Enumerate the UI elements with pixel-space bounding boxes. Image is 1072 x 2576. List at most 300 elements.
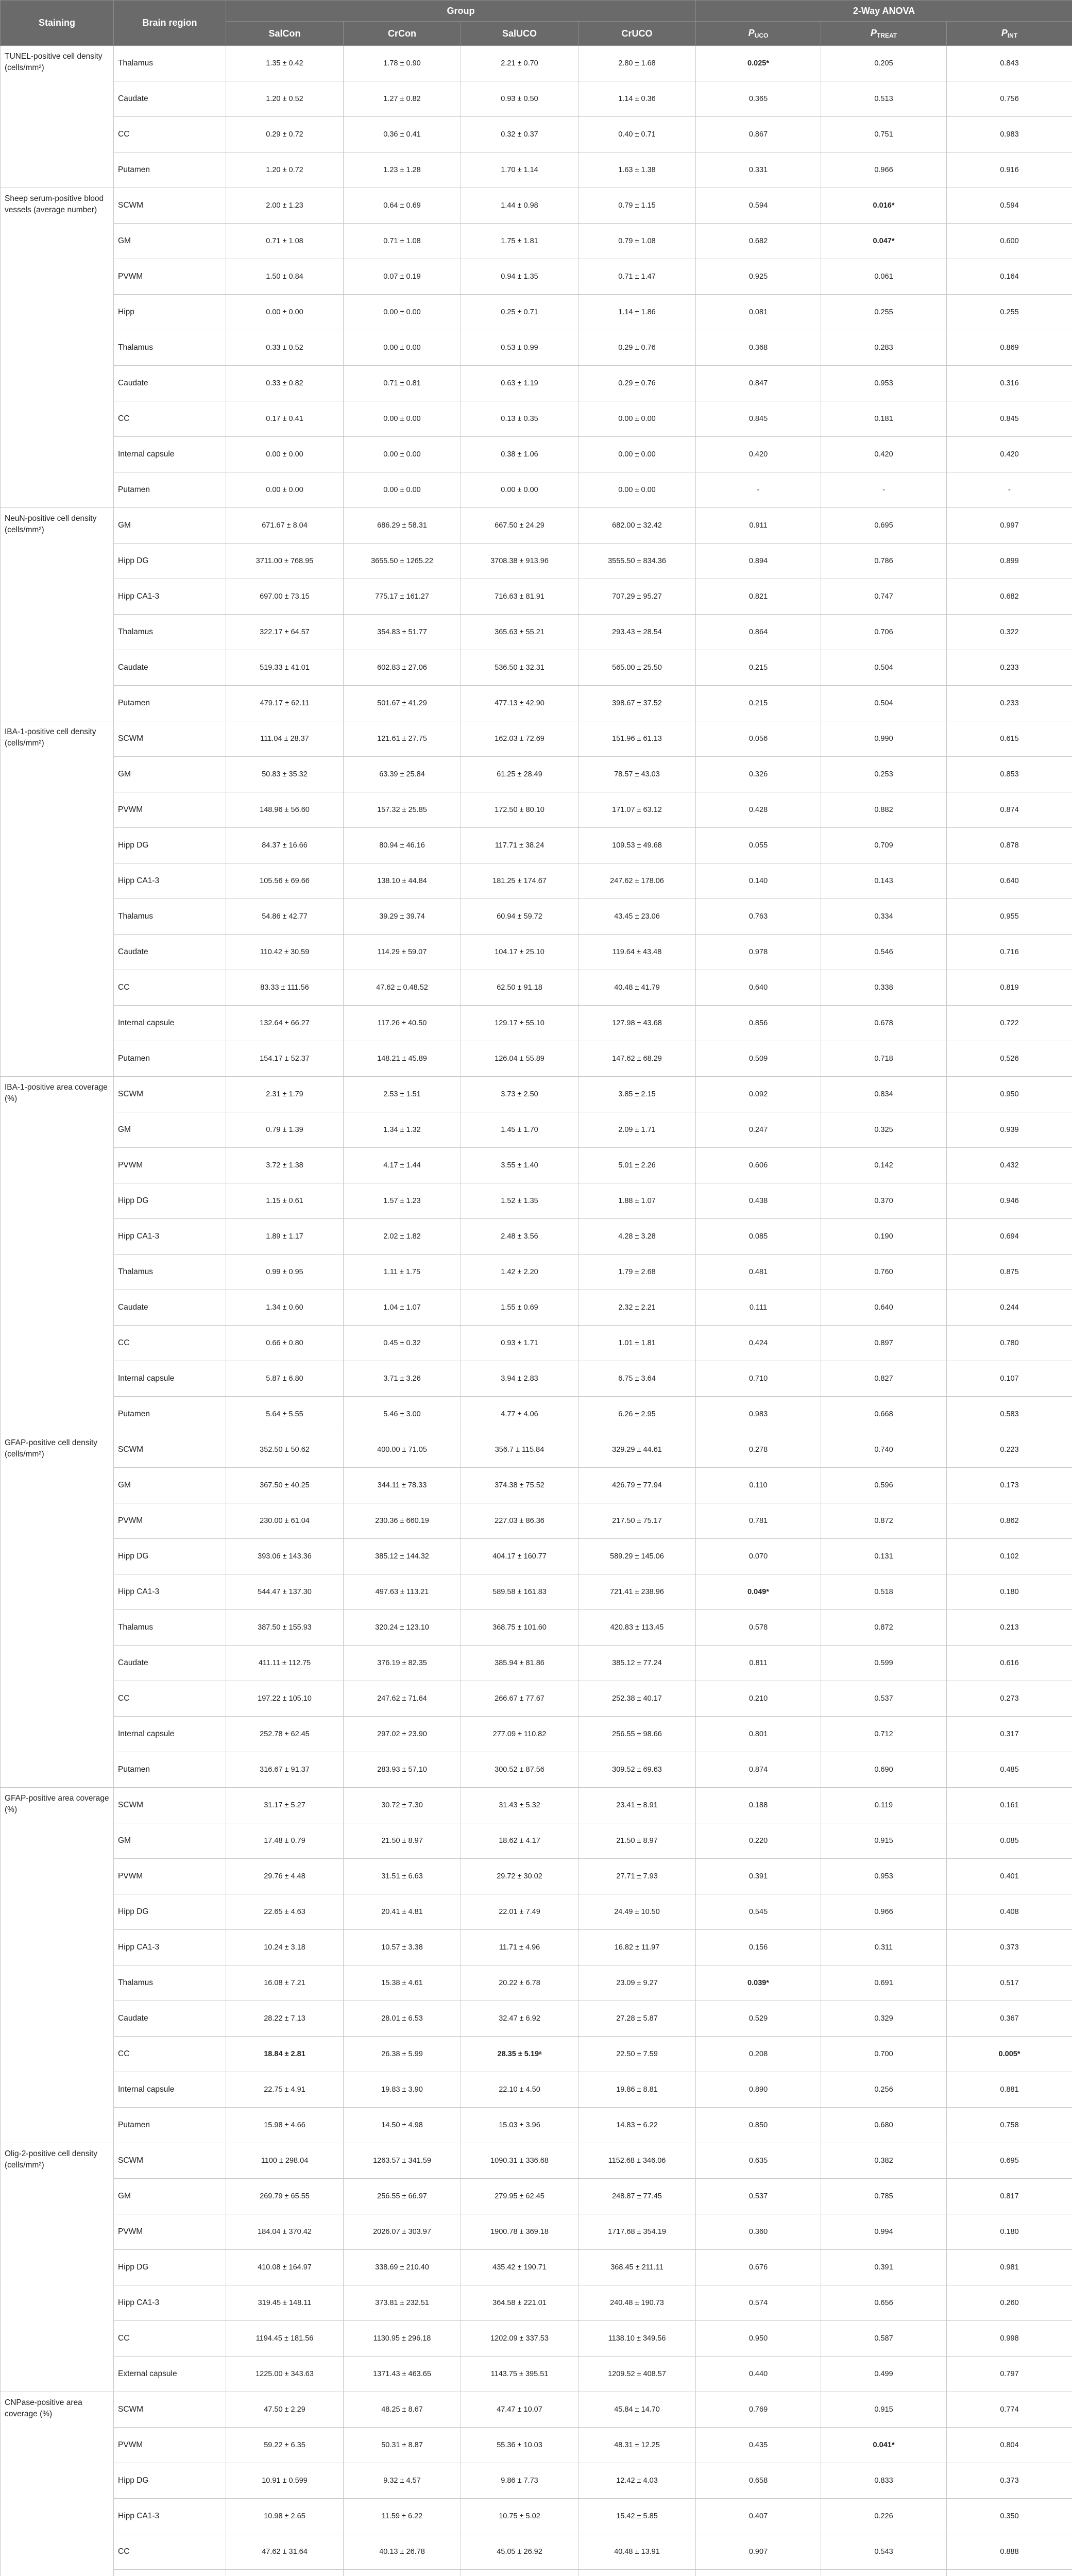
group-value-cell: 0.79 ± 1.39 <box>226 1112 344 1148</box>
group-value-cell: 1225.00 ± 343.63 <box>226 2357 344 2392</box>
group-value-cell: 0.00 ± 0.00 <box>226 472 344 508</box>
table-row <box>1 1823 1072 1859</box>
group-value-cell: 10.24 ± 3.18 <box>226 1930 344 1965</box>
group-value-cell: 2.31 ± 1.79 <box>226 1077 344 1112</box>
group-value-cell: 1900.78 ± 369.18 <box>461 2214 578 2250</box>
brain-region-cell: Putamen <box>114 2108 226 2143</box>
group-value-cell: 1.23 ± 1.28 <box>344 152 461 188</box>
p-value-cell: 0.408 <box>947 1894 1072 1930</box>
brain-region-cell: Hipp CA1-3 <box>114 1574 226 1610</box>
p-value-cell: 0.215 <box>696 686 821 721</box>
group-value-cell: 1.75 ± 1.81 <box>461 224 578 259</box>
p-value-cell: 0.283 <box>821 330 947 366</box>
table-row <box>1 1183 1072 1219</box>
group-value-cell: 22.65 ± 4.63 <box>226 1894 344 1930</box>
group-value-cell: 420.83 ± 113.45 <box>578 1610 696 1646</box>
p-value-cell: 0.432 <box>947 1148 1072 1183</box>
group-value-cell: 20.41 ± 4.81 <box>344 1894 461 1930</box>
p-value-cell: 0.594 <box>947 188 1072 224</box>
group-value-cell: 3.85 ± 2.15 <box>578 1077 696 1112</box>
p-value-cell: 0.509 <box>696 1041 821 1077</box>
p-value-cell: 0.334 <box>821 899 947 935</box>
group-value-cell: 0.93 ± 1.71 <box>461 1326 578 1361</box>
p-value-cell: 0.709 <box>821 828 947 863</box>
p-value-cell: 0.786 <box>821 544 947 579</box>
group-value-cell: 47.62 ± 31.64 <box>226 2534 344 2570</box>
group-value-cell: 21.50 ± 8.97 <box>578 1823 696 1859</box>
table-row <box>1 1006 1072 1041</box>
table-row <box>1 1681 1072 1717</box>
group-value-cell: 3655.50 ± 1265.22 <box>344 544 461 579</box>
p-value-cell: 0.215 <box>696 650 821 686</box>
group-value-cell: 565.00 ± 25.50 <box>578 650 696 686</box>
p-value-cell: 0.811 <box>696 1646 821 1681</box>
group-value-cell: 230.36 ± 660.19 <box>344 1503 461 1539</box>
p-value-cell: 0.712 <box>821 1717 947 1752</box>
brain-region-cell: Thalamus <box>114 330 226 366</box>
p-value-cell: 0.273 <box>947 1681 1072 1717</box>
p-value-cell: 0.326 <box>696 757 821 792</box>
table-row <box>1 2321 1072 2357</box>
brain-region-cell: Hipp DG <box>114 544 226 579</box>
p-value-cell: 0.537 <box>821 1681 947 1717</box>
p-value-cell: 0.325 <box>821 1112 947 1148</box>
group-value-cell: 671.67 ± 8.04 <box>226 508 344 544</box>
table-row <box>1 757 1072 792</box>
group-value-cell: 410.08 ± 164.97 <box>226 2250 344 2285</box>
table-row <box>1 1148 1072 1183</box>
group-value-cell: 10.91 ± 0.599 <box>226 2463 344 2499</box>
significant-value: 28.35 ± 5.19ᵃ <box>497 2050 542 2058</box>
table-row <box>1 1326 1072 1361</box>
group-value-cell: 400.00 ± 71.05 <box>344 1432 461 1468</box>
p-value-cell: 0.164 <box>947 259 1072 295</box>
p-value-cell: 0.769 <box>696 2392 821 2428</box>
p-value-cell: 0.092 <box>696 1077 821 1112</box>
group-value-cell: 23.41 ± 8.91 <box>578 1788 696 1823</box>
p-value-cell: - <box>947 472 1072 508</box>
brain-region-cell: Hipp CA1-3 <box>114 2499 226 2534</box>
table-row <box>1 1219 1072 1255</box>
p-value-cell: 0.668 <box>821 1397 947 1432</box>
p-value-cell: - <box>696 472 821 508</box>
group-value-cell <box>226 2570 344 2576</box>
group-value-cell: 0.66 ± 0.80 <box>226 1326 344 1361</box>
header-saluco: SalUCO <box>461 22 578 46</box>
table-row <box>1 686 1072 721</box>
table-row <box>1 437 1072 472</box>
group-value-cell: 23.09 ± 9.27 <box>578 1965 696 2001</box>
group-value-cell: 775.17 ± 161.27 <box>344 579 461 615</box>
brain-region-cell: Thalamus <box>114 46 226 81</box>
p-value-cell: 0.875 <box>947 1255 1072 1290</box>
group-value-cell: 2.32 ± 2.21 <box>578 1290 696 1326</box>
p-value-cell: 0.546 <box>821 935 947 970</box>
p-value-cell: - <box>821 472 947 508</box>
p-value-cell: 0.316 <box>947 366 1072 401</box>
brain-region-cell: Hipp DG <box>114 1894 226 1930</box>
significant-value: 0.005* <box>998 2050 1020 2058</box>
brain-region-cell: Thalamus <box>114 615 226 650</box>
p-value-cell: 0.173 <box>947 1468 1072 1503</box>
group-value-cell: 309.52 ± 69.63 <box>578 1752 696 1788</box>
group-value-cell: 252.38 ± 40.17 <box>578 1681 696 1717</box>
p-value-cell <box>947 2037 1072 2072</box>
group-value-cell: 227.03 ± 86.36 <box>461 1503 578 1539</box>
table-row <box>1 2250 1072 2285</box>
header-anova: 2-Way ANOVA <box>696 1 1072 22</box>
p-value-cell: 0.331 <box>696 152 821 188</box>
staining-label: TUNEL-positive cell density (cells/mm²) <box>1 46 114 188</box>
group-value-cell: 197.22 ± 105.10 <box>226 1681 344 1717</box>
group-value-cell: 6.26 ± 2.95 <box>578 1397 696 1432</box>
group-value-cell: 22.10 ± 4.50 <box>461 2072 578 2108</box>
group-value-cell: 0.79 ± 1.15 <box>578 188 696 224</box>
group-value-cell: 0.71 ± 0.81 <box>344 366 461 401</box>
brain-region-cell: Caudate <box>114 1646 226 1681</box>
p-value-cell: 0.616 <box>947 1646 1072 1681</box>
brain-region-cell: CC <box>114 2534 226 2570</box>
p-value-cell: 0.640 <box>696 970 821 1006</box>
table-row <box>1 1503 1072 1539</box>
brain-region-cell: Caudate <box>114 935 226 970</box>
p-value-cell: 0.682 <box>947 579 1072 615</box>
brain-region-cell: Putamen <box>114 152 226 188</box>
group-value-cell: 1.01 ± 1.81 <box>578 1326 696 1361</box>
brain-region-cell: Thalamus <box>114 1610 226 1646</box>
p-value-cell: 0.407 <box>696 2499 821 2534</box>
p-value-cell: 0.140 <box>696 863 821 899</box>
brain-region-cell: GM <box>114 224 226 259</box>
group-value-cell: 114.29 ± 59.07 <box>344 935 461 970</box>
group-value-cell: 3.71 ± 3.26 <box>344 1361 461 1397</box>
table-row <box>1 2463 1072 2499</box>
group-value-cell: 385.94 ± 81.86 <box>461 1646 578 1681</box>
staining-label: IBA-1-positive cell density (cells/mm²) <box>1 721 114 1077</box>
p-value-cell: 0.797 <box>947 2357 1072 2392</box>
p-value-cell: 0.424 <box>696 1326 821 1361</box>
group-value-cell: 6.75 ± 3.64 <box>578 1361 696 1397</box>
p-value-cell: 0.656 <box>821 2285 947 2321</box>
group-value-cell: 0.38 ± 1.06 <box>461 437 578 472</box>
group-value-cell: 119.64 ± 43.48 <box>578 935 696 970</box>
p-value-cell: 0.481 <box>696 1255 821 1290</box>
group-value-cell: 0.99 ± 0.95 <box>226 1255 344 1290</box>
group-value-cell: 18.62 ± 4.17 <box>461 1823 578 1859</box>
table-row <box>1 544 1072 579</box>
p-value-cell: 0.955 <box>947 899 1072 935</box>
p-value-cell: 0.706 <box>821 615 947 650</box>
p-value-cell <box>696 46 821 81</box>
group-value-cell: 721.41 ± 238.96 <box>578 1574 696 1610</box>
p-value-cell: 0.760 <box>821 1255 947 1290</box>
group-value-cell: 1.78 ± 0.90 <box>344 46 461 81</box>
p-value-cell: 0.255 <box>947 295 1072 330</box>
table-row <box>1 330 1072 366</box>
group-value-cell: 0.00 ± 0.00 <box>578 472 696 508</box>
p-value-cell: 0.070 <box>696 1539 821 1574</box>
group-value-cell: 411.11 ± 112.75 <box>226 1646 344 1681</box>
p-value-cell: 0.682 <box>696 224 821 259</box>
p-value-cell <box>821 224 947 259</box>
p-value-cell: 0.716 <box>947 935 1072 970</box>
brain-region-cell: Hipp CA1-3 <box>114 579 226 615</box>
group-value-cell: 682.00 ± 32.42 <box>578 508 696 544</box>
group-value-cell: 31.51 ± 6.63 <box>344 1859 461 1894</box>
p-value-cell: 0.391 <box>696 1859 821 1894</box>
group-value-cell <box>461 2037 578 2072</box>
p-value-cell: 0.373 <box>947 2463 1072 2499</box>
group-value-cell: 217.50 ± 75.17 <box>578 1503 696 1539</box>
brain-region-cell: Internal capsule <box>114 437 226 472</box>
p-value-cell: 0.834 <box>821 1077 947 1112</box>
group-value-cell: 10.98 ± 2.65 <box>226 2499 344 2534</box>
p-value-cell: 0.756 <box>947 81 1072 117</box>
group-value-cell: 0.00 ± 0.00 <box>344 472 461 508</box>
brain-region-cell: PVWM <box>114 2428 226 2463</box>
p-value-cell: 0.504 <box>821 686 947 721</box>
brain-region-cell: GM <box>114 1112 226 1148</box>
brain-region-cell: Hipp DG <box>114 2463 226 2499</box>
group-value-cell: 32.47 ± 6.92 <box>461 2001 578 2037</box>
group-value-cell: 1.20 ± 0.72 <box>226 152 344 188</box>
group-value-cell: 1.55 ± 0.69 <box>461 1290 578 1326</box>
p-value-cell: 0.061 <box>821 259 947 295</box>
group-value-cell: 1.11 ± 1.75 <box>344 1255 461 1290</box>
p-value-cell <box>821 188 947 224</box>
significant-value: 0.039* <box>747 1979 769 1987</box>
table-row <box>1 1112 1072 1148</box>
table-row <box>1 2037 1072 2072</box>
p-value-cell: 0.401 <box>947 1859 1072 1894</box>
group-value-cell: 248.87 ± 77.45 <box>578 2179 696 2214</box>
table-row <box>1 2001 1072 2037</box>
p-value-cell: 0.897 <box>821 1326 947 1361</box>
p-value-cell: 0.694 <box>947 1219 1072 1255</box>
p-value-cell: 0.368 <box>696 330 821 366</box>
group-value-cell: 0.71 ± 1.08 <box>226 224 344 259</box>
p-value-cell: 0.188 <box>696 1788 821 1823</box>
header-group: Group <box>226 1 696 22</box>
group-value-cell: 686.29 ± 58.31 <box>344 508 461 544</box>
brain-region-cell: Putamen <box>114 1752 226 1788</box>
group-value-cell: 43.45 ± 23.06 <box>578 899 696 935</box>
group-value-cell: 4.17 ± 1.44 <box>344 1148 461 1183</box>
brain-region-cell: CC <box>114 2321 226 2357</box>
group-value-cell: 19.86 ± 8.81 <box>578 2072 696 2108</box>
brain-region-cell: CC <box>114 1681 226 1717</box>
p-value-cell: 0.878 <box>947 828 1072 863</box>
p-value-cell: 0.751 <box>821 117 947 152</box>
group-value-cell: 31.43 ± 5.32 <box>461 1788 578 1823</box>
table-row <box>1 970 1072 1006</box>
group-value-cell: 0.33 ± 0.82 <box>226 366 344 401</box>
table-row <box>1 472 1072 508</box>
group-value-cell: 20.22 ± 6.78 <box>461 1965 578 2001</box>
p-value-cell: 0.428 <box>696 792 821 828</box>
group-value-cell: 352.50 ± 50.62 <box>226 1432 344 1468</box>
group-value-cell: 28.22 ± 7.13 <box>226 2001 344 2037</box>
group-value-cell: 62.50 ± 91.18 <box>461 970 578 1006</box>
group-value-cell: 0.93 ± 0.50 <box>461 81 578 117</box>
group-value-cell: 3711.00 ± 768.95 <box>226 544 344 579</box>
table-row <box>1 792 1072 828</box>
brain-region-cell: Putamen <box>114 1041 226 1077</box>
table-row <box>1 2143 1072 2179</box>
group-value-cell: 247.62 ± 71.64 <box>344 1681 461 1717</box>
group-value-cell <box>344 2570 461 2576</box>
group-value-cell: 240.48 ± 190.73 <box>578 2285 696 2321</box>
p-value-cell: 0.255 <box>821 295 947 330</box>
group-value-cell: 319.45 ± 148.11 <box>226 2285 344 2321</box>
table-row <box>1 828 1072 863</box>
p-value-cell: 0.856 <box>696 1006 821 1041</box>
p-value-cell: 0.420 <box>696 437 821 472</box>
p-value-cell: 0.587 <box>821 2321 947 2357</box>
table-row <box>1 1930 1072 1965</box>
p-value-cell: 0.329 <box>821 2001 947 2037</box>
table-row <box>1 1610 1072 1646</box>
group-value-cell: 1.27 ± 0.82 <box>344 81 461 117</box>
brain-region-cell: GM <box>114 1468 226 1503</box>
p-value-cell: 0.485 <box>947 1752 1072 1788</box>
group-value-cell: 171.07 ± 63.12 <box>578 792 696 828</box>
group-value-cell: 109.53 ± 49.68 <box>578 828 696 863</box>
brain-region-cell: SCWM <box>114 1788 226 1823</box>
header-staining: Staining <box>1 1 114 46</box>
table-row <box>1 81 1072 117</box>
brain-region-cell: Thalamus <box>114 899 226 935</box>
p-value-cell: 0.382 <box>821 2143 947 2179</box>
group-value-cell: 2.80 ± 1.68 <box>578 46 696 81</box>
group-value-cell: 0.00 ± 0.00 <box>226 437 344 472</box>
group-value-cell: 3.73 ± 2.50 <box>461 1077 578 1112</box>
p-value-cell: 0.847 <box>696 366 821 401</box>
p-value-cell: 0.722 <box>947 1006 1072 1041</box>
table-row <box>1 401 1072 437</box>
p-value-cell: 0.226 <box>821 2499 947 2534</box>
p-value-cell: 0.210 <box>696 1681 821 1717</box>
p-value-cell: 0.180 <box>947 1574 1072 1610</box>
group-value-cell: 127.98 ± 43.68 <box>578 1006 696 1041</box>
table-row <box>1 2357 1072 2392</box>
group-value-cell <box>578 2570 696 2576</box>
p-value-cell: 0.925 <box>696 259 821 295</box>
group-value-cell: 9.32 ± 4.57 <box>344 2463 461 2499</box>
brain-region-cell: Hipp CA1-3 <box>114 1930 226 1965</box>
table-row <box>1 1290 1072 1326</box>
p-value-cell: 0.391 <box>821 2250 947 2285</box>
group-value-cell: 157.32 ± 25.85 <box>344 792 461 828</box>
group-value-cell: 50.83 ± 35.32 <box>226 757 344 792</box>
group-value-cell: 387.50 ± 155.93 <box>226 1610 344 1646</box>
group-value-cell: 14.50 ± 4.98 <box>344 2108 461 2143</box>
brain-region-cell: Thalamus <box>114 1965 226 2001</box>
brain-region-cell: SCWM <box>114 721 226 757</box>
p-value-cell: 0.676 <box>696 2250 821 2285</box>
staining-label: Olig-2-positive cell density (cells/mm²) <box>1 2143 114 2392</box>
brain-region-cell: External capsule <box>114 2357 226 2392</box>
table-row <box>1 1077 1072 1112</box>
group-value-cell: 297.02 ± 23.90 <box>344 1717 461 1752</box>
group-value-cell: 24.49 ± 10.50 <box>578 1894 696 1930</box>
table-row <box>1 935 1072 970</box>
group-value-cell: 368.45 ± 211.11 <box>578 2250 696 2285</box>
group-value-cell: 148.21 ± 45.89 <box>344 1041 461 1077</box>
group-value-cell: 256.55 ± 66.97 <box>344 2179 461 2214</box>
p-value-cell: 0.360 <box>696 2214 821 2250</box>
significant-value: 0.041* <box>873 2441 895 2449</box>
p-value-cell: 0.907 <box>696 2534 821 2570</box>
brain-region-cell: SCWM <box>114 2392 226 2428</box>
group-value-cell: 147.62 ± 68.29 <box>578 1041 696 1077</box>
group-value-cell: 0.36 ± 0.41 <box>344 117 461 152</box>
p-value-cell: 0.966 <box>821 1894 947 1930</box>
group-value-cell: 22.50 ± 7.59 <box>578 2037 696 2072</box>
group-value-cell: 0.00 ± 0.00 <box>578 401 696 437</box>
group-value-cell: 501.67 ± 41.29 <box>344 686 461 721</box>
group-value-cell: 15.03 ± 3.96 <box>461 2108 578 2143</box>
p-value-cell: 0.208 <box>696 2037 821 2072</box>
p-value-cell: 0.874 <box>696 1752 821 1788</box>
staining-label: GFAP-positive area coverage (%) <box>1 1788 114 2143</box>
group-value-cell: 3.94 ± 2.83 <box>461 1361 578 1397</box>
group-value-cell: 48.25 ± 8.67 <box>344 2392 461 2428</box>
group-value-cell: 14.83 ± 6.22 <box>578 2108 696 2143</box>
group-value-cell: 1.42 ± 2.20 <box>461 1255 578 1290</box>
p-value-cell: 0.872 <box>821 1503 947 1539</box>
p-value-cell: 0.526 <box>947 1041 1072 1077</box>
group-value-cell: 252.78 ± 62.45 <box>226 1717 344 1752</box>
table-row <box>1 1965 1072 2001</box>
p-value-cell: 0.740 <box>821 1432 947 1468</box>
group-value-cell: 154.17 ± 52.37 <box>226 1041 344 1077</box>
group-value-cell: 0.13 ± 0.35 <box>461 401 578 437</box>
table-row <box>1 2428 1072 2463</box>
group-value-cell: 1194.45 ± 181.56 <box>226 2321 344 2357</box>
p-value-cell: 0.911 <box>696 508 821 544</box>
p-value-cell: 0.615 <box>947 721 1072 757</box>
group-value-cell: 0.07 ± 0.19 <box>344 259 461 295</box>
group-value-cell: 0.29 ± 0.72 <box>226 117 344 152</box>
group-value-cell: 393.06 ± 143.36 <box>226 1539 344 1574</box>
group-value-cell: 1.50 ± 0.84 <box>226 259 344 295</box>
group-value-cell: 0.33 ± 0.52 <box>226 330 344 366</box>
table-row <box>1 1859 1072 1894</box>
group-value-cell: 376.19 ± 82.35 <box>344 1646 461 1681</box>
group-value-cell: 15.38 ± 4.61 <box>344 1965 461 2001</box>
group-value-cell: 40.48 ± 41.79 <box>578 970 696 1006</box>
brain-region-cell: GM <box>114 508 226 544</box>
p-value-cell <box>821 2428 947 2463</box>
p-value-cell: 0.317 <box>947 1717 1072 1752</box>
group-value-cell: 0.00 ± 0.00 <box>578 437 696 472</box>
group-value-cell: 356.7 ± 115.84 <box>461 1432 578 1468</box>
group-value-cell: 2026.07 ± 303.97 <box>344 2214 461 2250</box>
table-row <box>1 1432 1072 1468</box>
group-value-cell: 39.29 ± 39.74 <box>344 899 461 935</box>
group-value-cell: 230.00 ± 61.04 <box>226 1503 344 1539</box>
p-value-cell: 0.545 <box>696 1894 821 1930</box>
group-value-cell: 367.50 ± 40.25 <box>226 1468 344 1503</box>
group-value-cell <box>461 2570 578 2576</box>
p-value-cell: 0.899 <box>947 544 1072 579</box>
group-value-cell: 55.36 ± 10.03 <box>461 2428 578 2463</box>
group-value-cell: 697.00 ± 73.15 <box>226 579 344 615</box>
p-value-cell: 0.223 <box>947 1432 1072 1468</box>
p-value-cell: 0.946 <box>947 1183 1072 1219</box>
group-value-cell: 19.83 ± 3.90 <box>344 2072 461 2108</box>
